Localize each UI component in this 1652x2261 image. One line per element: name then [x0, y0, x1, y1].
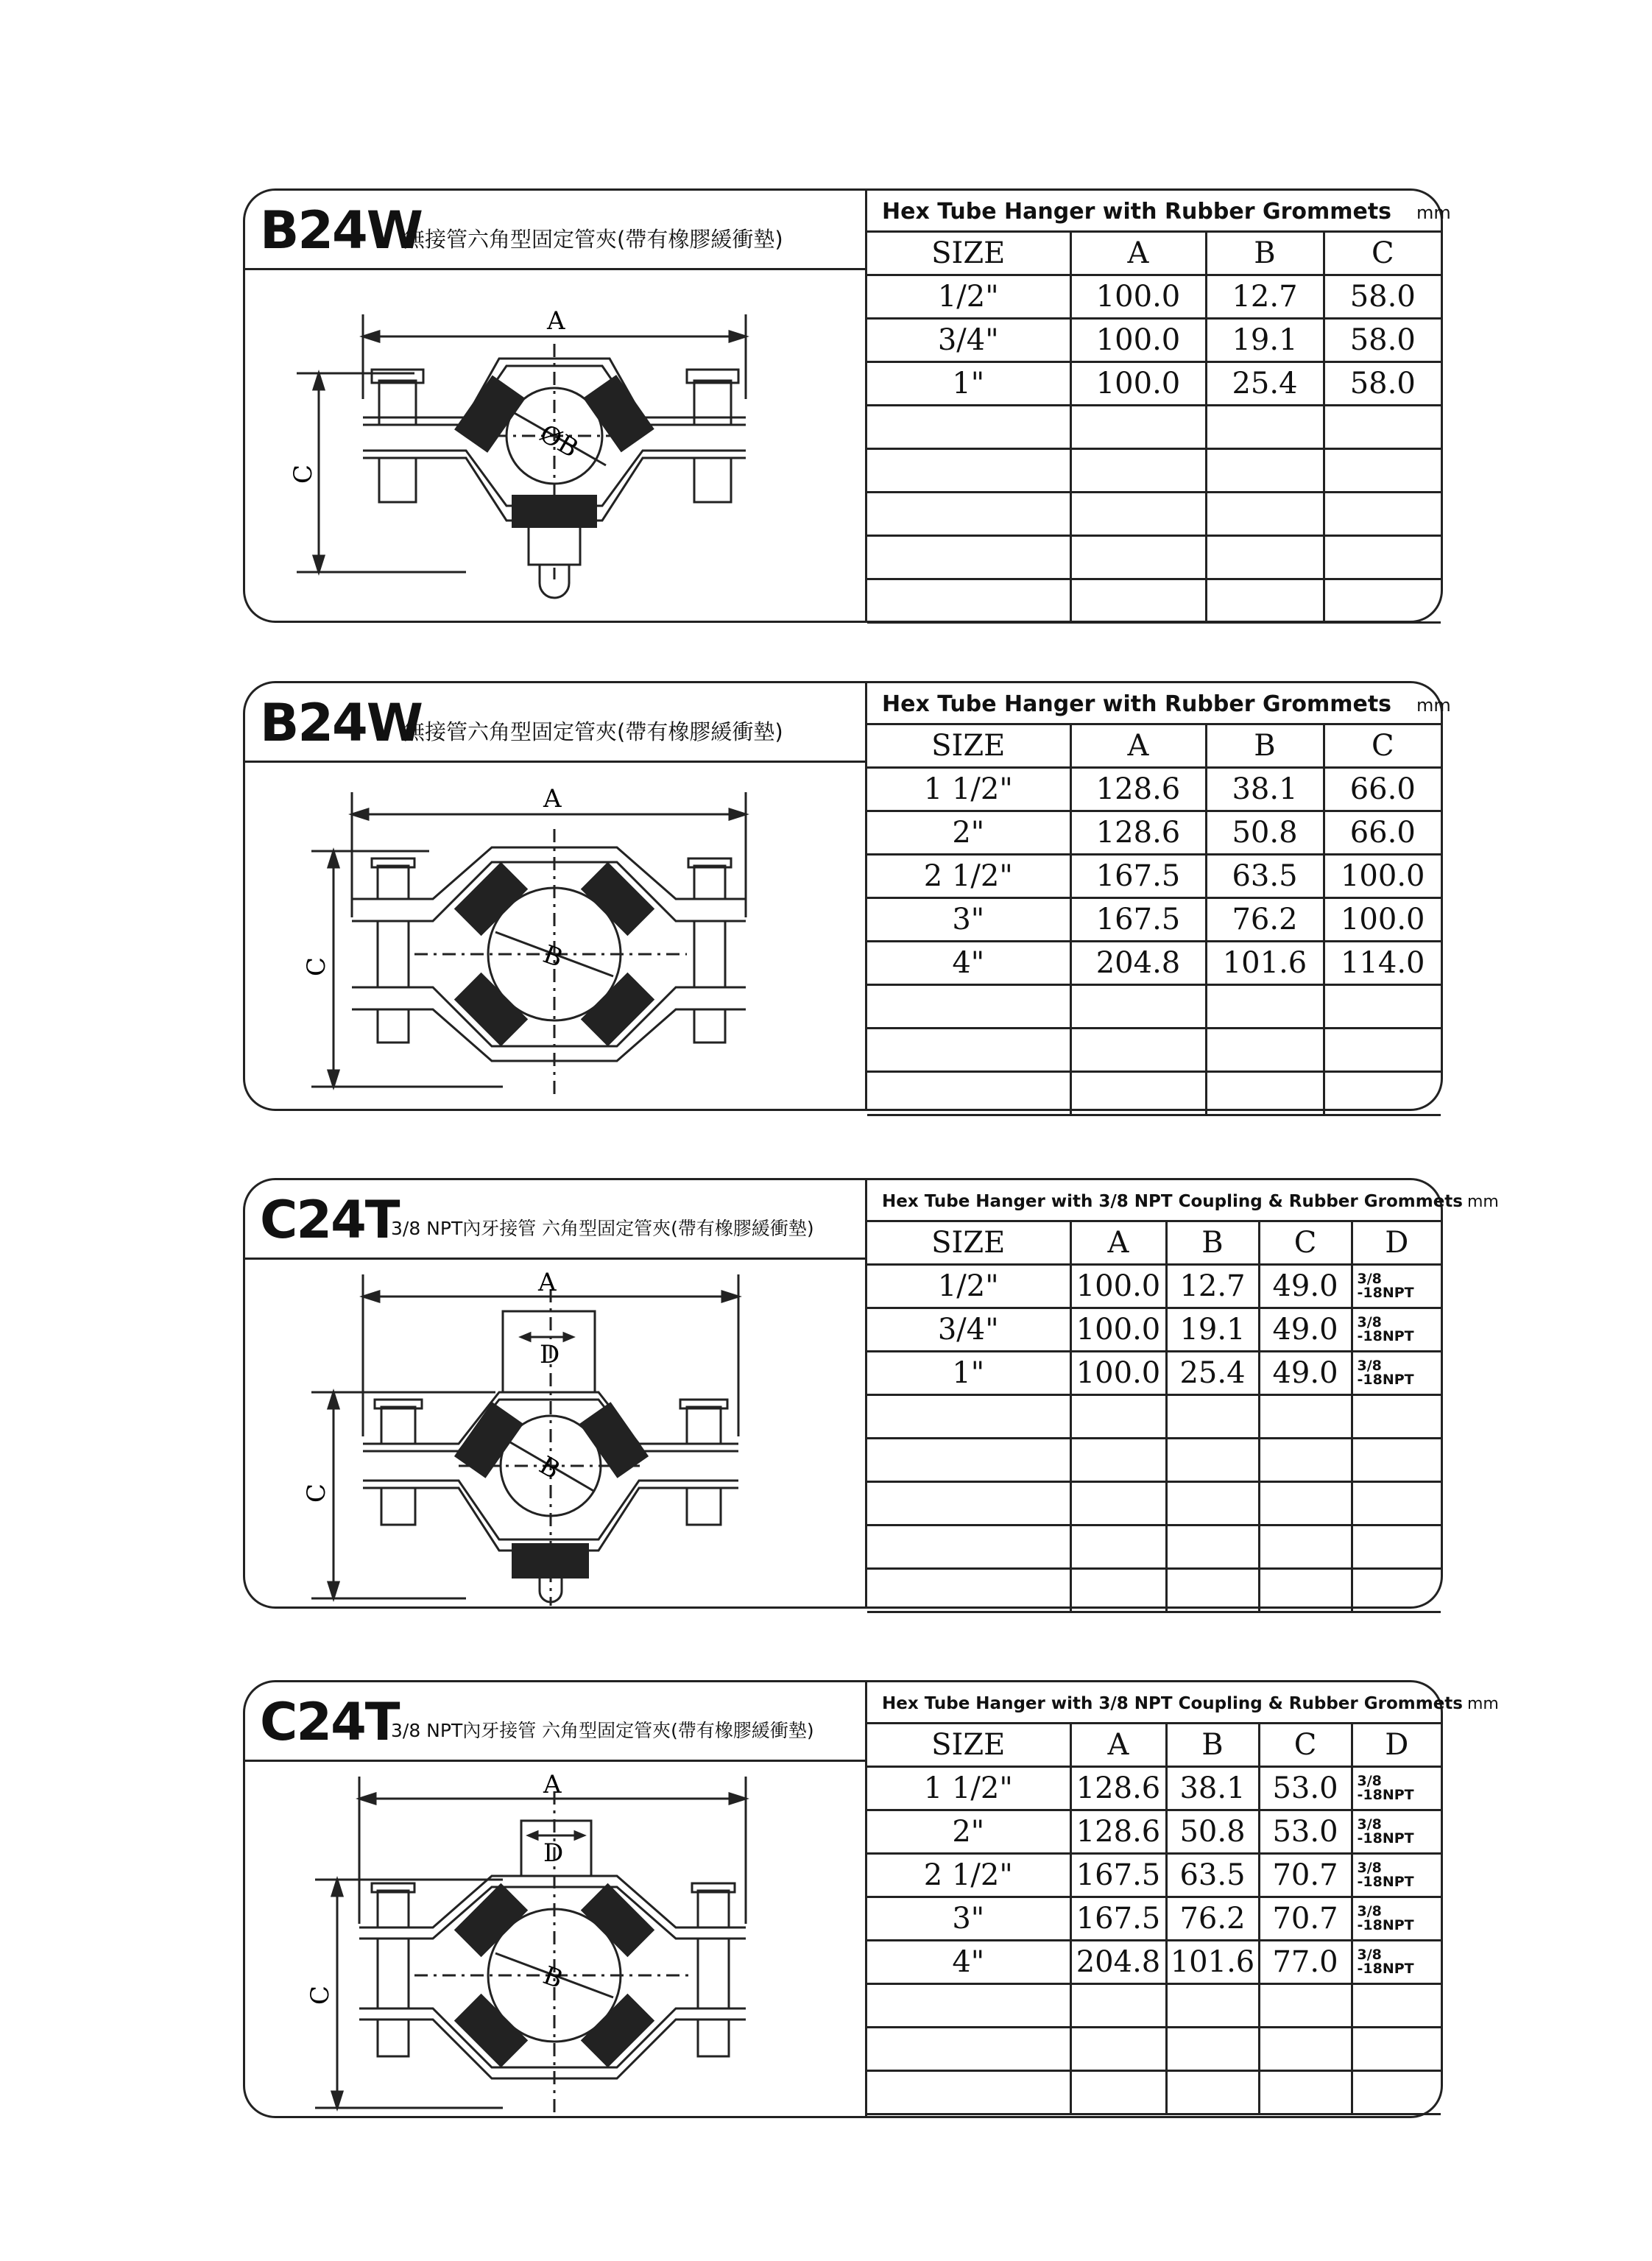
cell-size: 4" — [867, 1941, 1070, 1984]
dim-a-label: A — [538, 1268, 557, 1297]
cell-b: 25.4 — [1206, 362, 1324, 406]
cell-c: 53.0 — [1259, 1810, 1352, 1854]
dim-c-label: C — [302, 956, 331, 976]
cell-d — [1352, 1308, 1441, 1352]
panel-left — [245, 191, 865, 621]
empty-row — [867, 579, 1441, 623]
table-row — [867, 1810, 1441, 1854]
title-en-text: Hex Tube Hanger with 3/8 NPT Coupling & Rubber Grommets — [882, 1192, 1463, 1211]
cell-a: 100.0 — [1070, 1265, 1166, 1308]
product-code: B24W — [260, 200, 422, 261]
npt-thread: -18NPT — [1357, 1328, 1414, 1344]
technical-drawing — [245, 1762, 865, 2120]
cell-a: 100.0 — [1070, 275, 1206, 319]
cell-size: 3/4" — [867, 319, 1070, 362]
cell-size: 1 1/2" — [867, 768, 1070, 811]
cell-a: 128.6 — [1070, 811, 1206, 855]
cell-a: 128.6 — [1070, 1810, 1166, 1854]
cell-size: 2" — [867, 811, 1070, 855]
cell-a: 167.5 — [1070, 898, 1206, 942]
cell-size: 1/2" — [867, 1265, 1070, 1308]
npt-thread: -18NPT — [1357, 1874, 1414, 1890]
header-size: SIZE — [867, 724, 1070, 768]
spec-table-section — [865, 1180, 1499, 1606]
table-row — [867, 898, 1441, 942]
empty-row — [867, 985, 1441, 1029]
spec-table-section — [865, 683, 1451, 1109]
cell-a: 100.0 — [1070, 319, 1206, 362]
product-code: C24T — [260, 1190, 399, 1250]
empty-row — [867, 1395, 1441, 1439]
cell-a: 100.0 — [1070, 1352, 1166, 1395]
cell-size: 4" — [867, 942, 1070, 985]
dim-a-label: A — [543, 1770, 562, 1799]
table-row — [867, 942, 1441, 985]
spec-table — [867, 1722, 1441, 2115]
hanger-drawing — [245, 1260, 865, 1611]
cell-b: 76.2 — [1206, 898, 1324, 942]
cell-c: 114.0 — [1324, 942, 1441, 985]
table-row — [867, 1308, 1441, 1352]
cell-b: 12.7 — [1206, 275, 1324, 319]
cell-size: 3/4" — [867, 1308, 1070, 1352]
cell-c: 70.7 — [1259, 1854, 1352, 1897]
cell-c: 100.0 — [1324, 898, 1441, 942]
empty-row — [867, 406, 1441, 449]
cell-b: 38.1 — [1206, 768, 1324, 811]
header-b: B — [1166, 1724, 1259, 1767]
cell-d — [1352, 1897, 1441, 1941]
empty-row — [867, 493, 1441, 536]
header-b: B — [1166, 1221, 1259, 1265]
product-title-cn: 3/8 NPT內牙接管 六角型固定管夾(帶有橡膠緩衝墊) — [391, 1218, 814, 1239]
npt-thread: -18NPT — [1357, 1830, 1414, 1846]
cell-c: 66.0 — [1324, 811, 1441, 855]
dim-b-label: B — [539, 1961, 567, 1995]
npt-thread: -18NPT — [1357, 1961, 1414, 1977]
product-code: B24W — [260, 693, 422, 753]
cell-d — [1352, 1352, 1441, 1395]
npt-size: 3/8 — [1357, 1314, 1382, 1330]
dim-c-label: C — [289, 464, 318, 484]
table-row — [867, 1854, 1441, 1897]
header-a: A — [1070, 1221, 1166, 1265]
empty-row — [867, 1525, 1441, 1569]
empty-row — [867, 536, 1441, 579]
cell-c: 49.0 — [1259, 1308, 1352, 1352]
cell-size: 2 1/2" — [867, 1854, 1070, 1897]
table-row — [867, 1941, 1441, 1984]
empty-row — [867, 1439, 1441, 1482]
hanger-drawing — [245, 270, 865, 624]
table-row — [867, 1352, 1441, 1395]
product-panel-b24w-small — [243, 188, 1451, 623]
npt-size: 3/8 — [1357, 1860, 1382, 1876]
spec-table — [867, 1220, 1441, 1613]
empty-row — [867, 1482, 1441, 1525]
cell-d — [1352, 1810, 1441, 1854]
header-a: A — [1070, 724, 1206, 768]
npt-size: 3/8 — [1357, 1358, 1382, 1374]
cell-c: 58.0 — [1324, 319, 1441, 362]
table-header-row — [867, 724, 1441, 768]
cell-b: 25.4 — [1166, 1352, 1259, 1395]
dim-b-label: B — [539, 939, 567, 974]
cell-d — [1352, 1767, 1441, 1810]
npt-size: 3/8 — [1357, 1903, 1382, 1919]
unit-label: mm — [1416, 695, 1451, 716]
cell-a: 100.0 — [1070, 1308, 1166, 1352]
product-title-cn: 無接管六角型固定管夾(帶有橡膠緩衝墊) — [403, 227, 783, 252]
table-row — [867, 855, 1441, 898]
header-c: C — [1259, 1724, 1352, 1767]
header-a: A — [1070, 232, 1206, 275]
cell-size: 1 1/2" — [867, 1767, 1070, 1810]
empty-row — [867, 1029, 1441, 1072]
unit-label: mm — [1466, 1695, 1499, 1713]
table-header-row — [867, 1221, 1441, 1265]
spec-table — [867, 230, 1441, 624]
header-c: C — [1259, 1221, 1352, 1265]
technical-drawing — [245, 270, 865, 624]
cell-a: 204.8 — [1070, 942, 1206, 985]
panel-left — [245, 1682, 865, 2116]
cell-a: 100.0 — [1070, 362, 1206, 406]
dim-c-label: C — [306, 1985, 335, 2005]
cell-a: 167.5 — [1070, 855, 1206, 898]
empty-row — [867, 2071, 1441, 2114]
header-a: A — [1070, 1724, 1166, 1767]
cell-b: 63.5 — [1206, 855, 1324, 898]
dim-b-label: ØB — [534, 418, 583, 464]
spec-table — [867, 723, 1441, 1116]
technical-drawing — [245, 1260, 865, 1611]
npt-size: 3/8 — [1357, 1271, 1382, 1287]
header-size: SIZE — [867, 1724, 1070, 1767]
table-row — [867, 319, 1441, 362]
cell-size: 2" — [867, 1810, 1070, 1854]
cell-c: 58.0 — [1324, 275, 1441, 319]
hanger-drawing — [245, 1762, 865, 2120]
cell-c: 58.0 — [1324, 362, 1441, 406]
spec-table-section — [865, 1682, 1499, 2116]
cell-a: 128.6 — [1070, 1767, 1166, 1810]
product-title-cn: 3/8 NPT內牙接管 六角型固定管夾(帶有橡膠緩衝墊) — [391, 1720, 814, 1741]
table-row — [867, 275, 1441, 319]
cell-a: 167.5 — [1070, 1897, 1166, 1941]
cell-d — [1352, 1941, 1441, 1984]
npt-thread: -18NPT — [1357, 1372, 1414, 1388]
empty-row — [867, 449, 1441, 493]
cell-a: 128.6 — [1070, 768, 1206, 811]
npt-size: 3/8 — [1357, 1816, 1382, 1833]
panel-left — [245, 1180, 865, 1606]
hanger-drawing — [245, 763, 865, 1113]
header-d: D — [1352, 1724, 1441, 1767]
npt-thread: -18NPT — [1357, 1917, 1414, 1933]
header-b: B — [1206, 232, 1324, 275]
cell-a: 204.8 — [1070, 1941, 1166, 1984]
dim-a-label: A — [547, 306, 565, 336]
cell-c: 49.0 — [1259, 1352, 1352, 1395]
cell-b: 63.5 — [1166, 1854, 1259, 1897]
npt-size: 3/8 — [1357, 1773, 1382, 1789]
table-row — [867, 1767, 1441, 1810]
cell-size: 1/2" — [867, 275, 1070, 319]
cell-b: 101.6 — [1206, 942, 1324, 985]
header-size: SIZE — [867, 1221, 1070, 1265]
table-row — [867, 811, 1441, 855]
empty-row — [867, 1984, 1441, 2028]
cell-size: 3" — [867, 898, 1070, 942]
header-b: B — [1206, 724, 1324, 768]
table-row — [867, 1897, 1441, 1941]
empty-row — [867, 2028, 1441, 2071]
panel-left — [245, 683, 865, 1109]
dim-d-label: D — [543, 1838, 564, 1868]
cell-size: 1" — [867, 1352, 1070, 1395]
cell-b: 50.8 — [1206, 811, 1324, 855]
unit-label: mm — [1466, 1193, 1499, 1211]
npt-thread: -18NPT — [1357, 1285, 1414, 1301]
unit-label: mm — [1416, 202, 1451, 223]
cell-b: 19.1 — [1206, 319, 1324, 362]
dim-a-label: A — [543, 784, 562, 814]
panel-header — [245, 191, 865, 270]
product-title-en — [882, 1685, 1499, 1723]
cell-b: 12.7 — [1166, 1265, 1259, 1308]
table-header-row — [867, 1724, 1441, 1767]
title-en-text: Hex Tube Hanger with Rubber Grommets — [882, 199, 1392, 225]
table-header-row — [867, 232, 1441, 275]
cell-c: 53.0 — [1259, 1767, 1352, 1810]
cell-d — [1352, 1854, 1441, 1897]
header-d: D — [1352, 1221, 1441, 1265]
product-code: C24T — [260, 1692, 399, 1752]
cell-b: 101.6 — [1166, 1941, 1259, 1984]
empty-row — [867, 1569, 1441, 1612]
product-title-en — [882, 194, 1451, 231]
header-size: SIZE — [867, 232, 1070, 275]
cell-c: 66.0 — [1324, 768, 1441, 811]
cell-size: 2 1/2" — [867, 855, 1070, 898]
table-row — [867, 1265, 1441, 1308]
product-title-en — [882, 1183, 1499, 1221]
panel-header — [245, 1682, 865, 1762]
technical-drawing — [245, 763, 865, 1113]
npt-size: 3/8 — [1357, 1947, 1382, 1963]
cell-c: 77.0 — [1259, 1941, 1352, 1984]
dim-d-label: D — [540, 1340, 560, 1369]
cell-c: 49.0 — [1259, 1265, 1352, 1308]
dim-c-label: C — [302, 1483, 331, 1503]
table-row — [867, 768, 1441, 811]
cell-size: 1" — [867, 362, 1070, 406]
cell-d — [1352, 1265, 1441, 1308]
npt-thread: -18NPT — [1357, 1787, 1414, 1803]
cell-b: 38.1 — [1166, 1767, 1259, 1810]
table-row — [867, 362, 1441, 406]
cell-b: 50.8 — [1166, 1810, 1259, 1854]
cell-b: 76.2 — [1166, 1897, 1259, 1941]
dim-b-label: B — [534, 1450, 565, 1486]
header-c: C — [1324, 232, 1441, 275]
product-panel-c24t-large — [243, 1680, 1499, 2118]
empty-row — [867, 1072, 1441, 1115]
title-en-text: Hex Tube Hanger with 3/8 NPT Coupling & Rubber Grommets — [882, 1694, 1463, 1713]
title-en-text: Hex Tube Hanger with Rubber Grommets — [882, 691, 1392, 717]
product-title-en — [882, 686, 1451, 724]
header-c: C — [1324, 724, 1441, 768]
cell-size: 3" — [867, 1897, 1070, 1941]
cell-b: 19.1 — [1166, 1308, 1259, 1352]
panel-header — [245, 1180, 865, 1260]
product-title-cn: 無接管六角型固定管夾(帶有橡膠緩衝墊) — [403, 719, 783, 744]
panel-header — [245, 683, 865, 763]
spec-table-section — [865, 191, 1451, 621]
cell-a: 167.5 — [1070, 1854, 1166, 1897]
cell-c: 70.7 — [1259, 1897, 1352, 1941]
cell-c: 100.0 — [1324, 855, 1441, 898]
product-panel-c24t-small — [243, 1178, 1499, 1609]
product-panel-b24w-large — [243, 681, 1451, 1111]
